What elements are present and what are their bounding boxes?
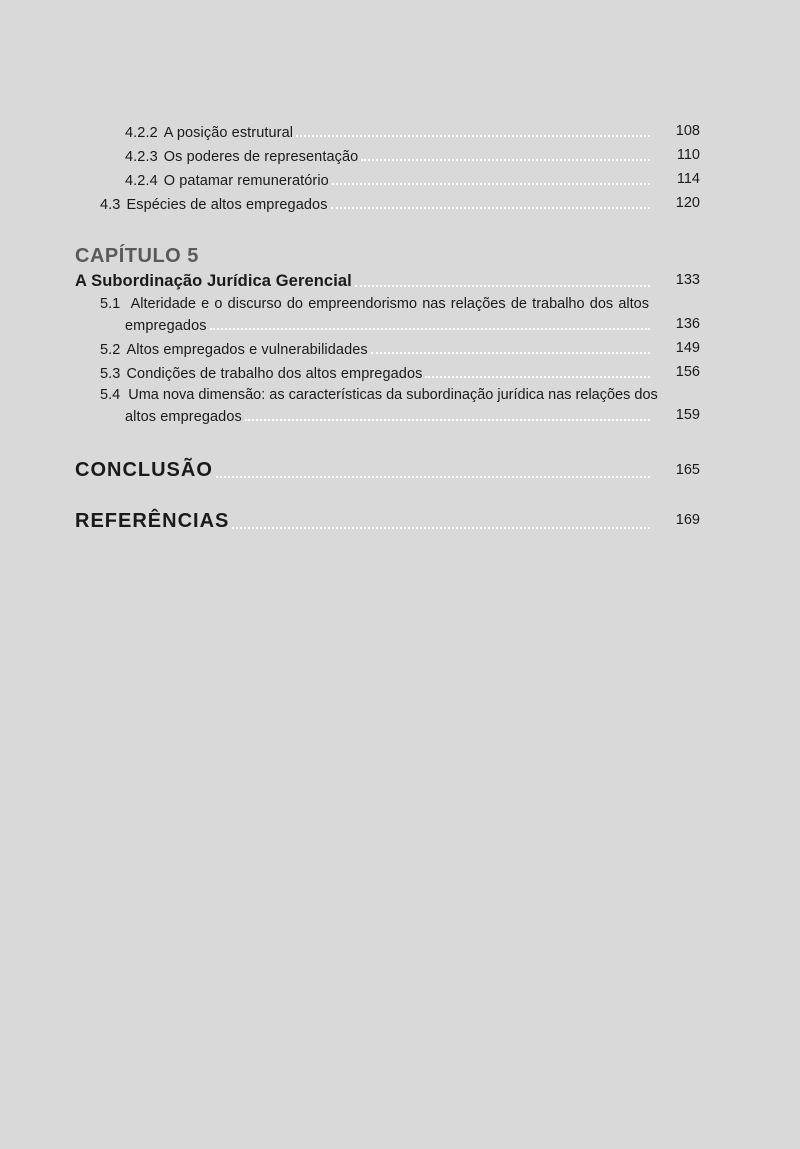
dot-leader: [332, 183, 650, 185]
section-number: 5.3: [100, 366, 121, 382]
toc-entry-conclusao[interactable]: [75, 456, 652, 482]
section-title: A posição estrutural: [163, 125, 294, 141]
section-title: Espécies de altos empregados: [126, 197, 328, 213]
section-title: Altos empregados e vulnerabilidades: [126, 342, 368, 358]
dot-leader: [232, 527, 650, 529]
section-number: 5.2: [100, 342, 121, 358]
toc-entry-chapter-5[interactable]: [75, 269, 652, 291]
toc-entry-referencias[interactable]: [75, 507, 652, 533]
page-number: 136: [675, 316, 700, 332]
toc-entry-4-2-3[interactable]: [125, 145, 652, 165]
section-number: 4.2.4: [125, 173, 158, 189]
page-number: 120: [675, 195, 700, 211]
dot-leader: [216, 476, 650, 478]
page-number: 159: [675, 407, 700, 423]
toc-entry-5-1-line2[interactable]: [125, 314, 652, 334]
chapter-title: A Subordinação Jurídica Gerencial: [75, 272, 352, 290]
section-title: Uma nova dimensão: as características da subordinação jurídica nas relações dos: [128, 387, 658, 403]
section-heading: CONCLUSÃO: [75, 459, 213, 481]
section-number: 4.2.2: [125, 125, 158, 141]
section-title: Condições de trabalho dos altos empregados: [126, 366, 423, 382]
dot-leader: [245, 419, 650, 421]
toc-entry-5-4-line2[interactable]: [125, 405, 652, 425]
section-number: 4.2.3: [125, 149, 158, 165]
toc-entry-5-1-line1[interactable]: [100, 296, 649, 312]
dot-leader: [355, 285, 650, 287]
page-number: 108: [675, 123, 700, 139]
toc-entry-4-2-2[interactable]: [125, 121, 652, 141]
dot-leader: [210, 328, 650, 330]
dot-leader: [296, 135, 650, 137]
section-number: 5.1: [100, 296, 121, 312]
section-number: 4.3: [100, 197, 121, 213]
toc-entry-5-3[interactable]: [100, 362, 652, 382]
dot-leader: [361, 159, 650, 161]
section-title-continued: empregados: [125, 318, 207, 334]
toc-entry-5-2[interactable]: [100, 338, 652, 358]
section-title: O patamar remuneratório: [163, 173, 329, 189]
page-number: 165: [675, 462, 700, 478]
chapter-label: CAPÍTULO 5: [75, 245, 199, 267]
toc-entry-4-2-4[interactable]: [125, 169, 652, 189]
section-heading: REFERÊNCIAS: [75, 510, 230, 532]
toc-entry-5-4-line1[interactable]: [100, 387, 658, 403]
page-number: 156: [675, 364, 700, 380]
toc-entry-4-3[interactable]: [100, 193, 652, 213]
dot-leader: [331, 207, 650, 209]
dot-leader: [425, 376, 650, 378]
section-title-continued: altos empregados: [125, 409, 242, 425]
dot-leader: [371, 352, 650, 354]
section-number: 5.4: [100, 387, 121, 403]
section-title: Os poderes de representação: [163, 149, 359, 165]
page-number: 114: [676, 171, 700, 187]
section-title: Alteridade e o discurso do empreendorismo nas relações de trabalho dos altos: [130, 296, 649, 312]
page-number: 133: [675, 272, 700, 288]
page-number: 169: [675, 512, 700, 528]
page-number: 110: [676, 147, 700, 163]
page-number: 149: [675, 340, 700, 356]
